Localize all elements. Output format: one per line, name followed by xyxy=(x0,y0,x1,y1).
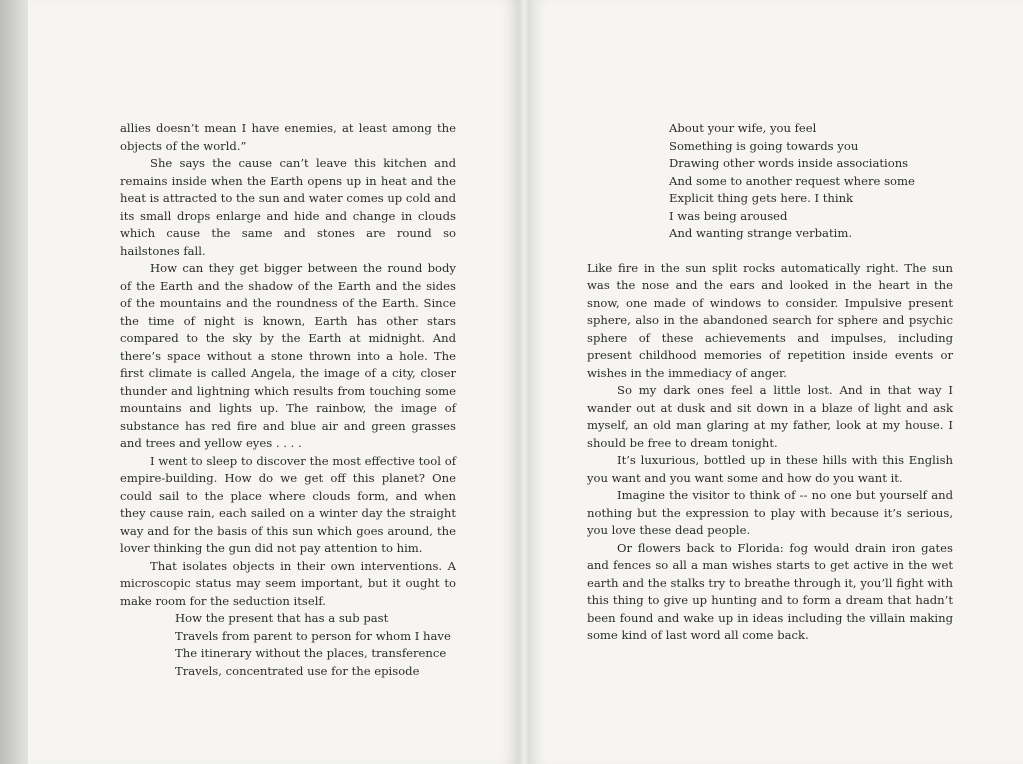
paragraph: Imagine the visitor to think of -- no one but yourself and nothing but the expression to play with because it’s serious, you love these dead people. xyxy=(587,488,953,537)
verse-line: Travels, concentrated use for the episode xyxy=(175,663,420,678)
paragraph: How can they get bigger between the round body of the Earth and the shadow of the Earth and the sides of the mountains and the roundness of the Earth. Since the time of night is known, Earth has other stars compared to the sky by the Earth at midnight. And there’s space without a stone thrown into a hole. The first climate is called Angela, the image of a city, closer thunder and lightning which results from touching some mountains and lights up. The rainbow, the image of substance has red fire and blue air and green grasses and trees and yellow eyes . . . . xyxy=(120,261,456,450)
verse-line: About your wife, you feel xyxy=(669,121,817,135)
paragraph: She says the cause can’t leave this kitchen and remains inside when the Earth opens up in heat and the heat is attracted to the sun and water comes up cold and its small drops enlarge and hide and change in clouds which cause the same and stones are round so hailstones fall. xyxy=(120,156,456,258)
paragraph: allies doesn’t mean I have enemies, at least among the objects of the world.” xyxy=(120,121,456,153)
verse-line: Something is going towards you xyxy=(669,138,859,153)
verse-line: How the present that has a sub past xyxy=(175,611,389,625)
verse-block xyxy=(120,610,456,680)
paragraph: So my dark ones feel a little lost. And in that way I wander out at dusk and sit down in a blaze of light and ask myself, an old man glaring at my father, look at my house. I should be free to dream tonight. xyxy=(587,383,953,450)
paragraph: Or flowers back to Florida: fog would drain iron gates and fences so all a man wishes starts to get active in the wet earth and the stalks try to breathe through it, you’ll fight with this thing to give up hunting and to form a dream that hadn’t been found and wake up in ideas including the villain making some kind of last word all come back. xyxy=(587,540,953,642)
verse-line: And some to another request where some xyxy=(669,173,915,188)
paragraph: I went to sleep to discover the most effective tool of empire-building. How do we get off this planet? One could sail to the place where clouds form, and when they cause rain, each sailed on a winter day the straight way and for the basis of this sun which goes around, the lover thinking the gun did not pay attention to him. xyxy=(120,453,456,555)
right-page-text xyxy=(587,120,953,645)
verse-line: I was being aroused xyxy=(669,208,788,223)
verse-line: And wanting strange verbatim. xyxy=(669,226,853,240)
left-page xyxy=(28,0,520,764)
verse-line: The itinerary without the places, transference xyxy=(175,646,447,660)
binding-shadow xyxy=(0,0,28,764)
verse-line: Travels from parent to person for whom I have xyxy=(175,628,451,643)
verse-line: Explicit thing gets here. I think xyxy=(669,191,854,205)
paragraph: Like fire in the sun split rocks automatically right. The sun was the nose and the ears and looked in the heart in the snow, one made of windows to consider. Impulsive present sphere, also in the abandoned search for sphere and psychic sphere of these achievements and impulses, including present childhood memories of repetition inside events or wishes in the immediacy of anger. xyxy=(587,260,953,380)
paragraph: It’s luxurious, bottled up in these hills with this English you want and you want some and how do you want it. xyxy=(587,453,953,485)
right-page xyxy=(528,0,1023,764)
verse-line: Drawing other words inside associations xyxy=(669,156,909,170)
left-page-text xyxy=(120,120,456,680)
verse-block xyxy=(587,120,953,243)
paragraph: That isolates objects in their own interventions. A microscopic status may seem important, but it ought to make room for the seduction itself. xyxy=(120,558,456,608)
